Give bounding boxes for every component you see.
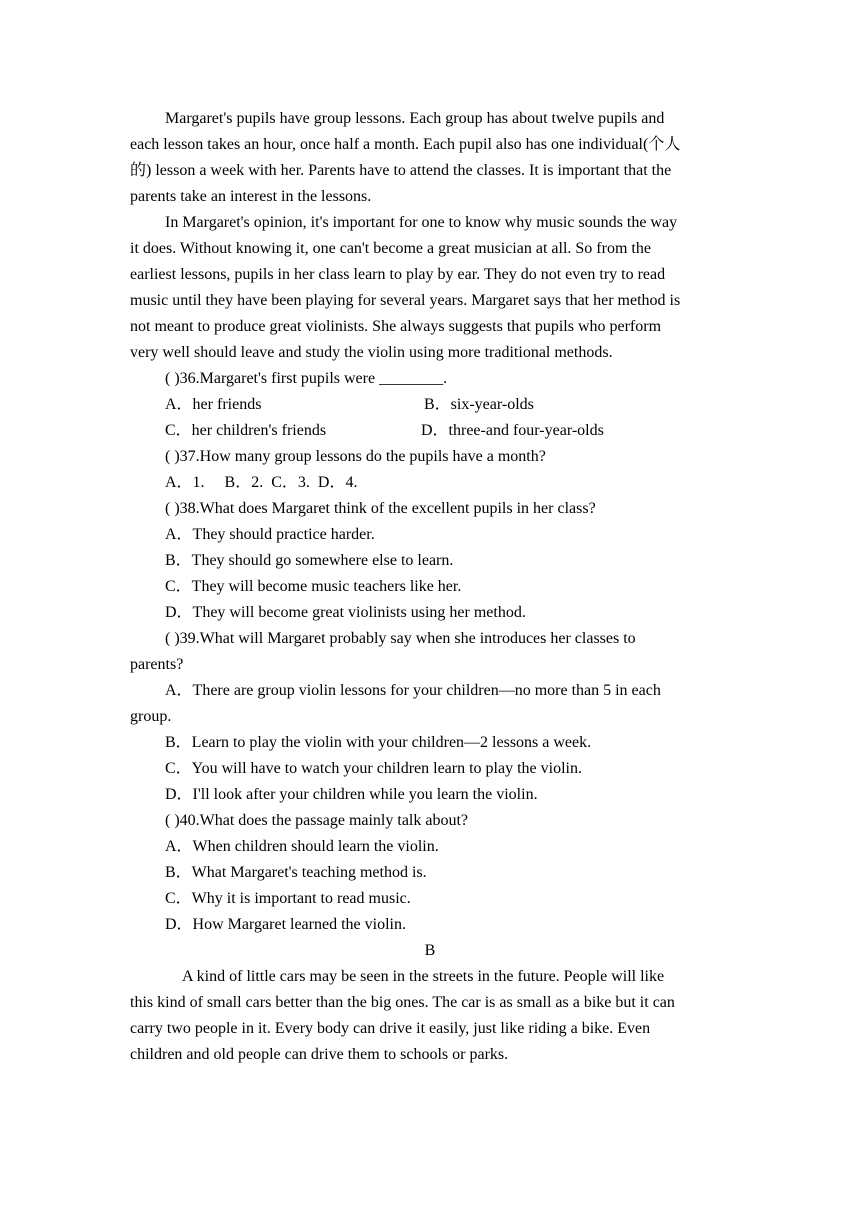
q40-option-d: D．How Margaret learned the violin. (165, 916, 406, 933)
passage-a-para1-line2: each lesson takes an hour, once half a month. Each pupil also has one individual(个人 (130, 136, 681, 153)
q38-option-d: D．They will become great violinists using her method. (165, 604, 526, 621)
passage-a-para2-line4: music until they have been playing for several years. Margaret says that her method is (130, 292, 681, 309)
q38-option-a: A．They should practice harder. (165, 526, 375, 543)
q39-stem-line1: ( )39.What will Margaret probably say when she introduces her classes to (165, 630, 636, 647)
q36-option-b: B．six-year-olds (424, 396, 534, 413)
q37-options: A．1. B．2. C．3. D．4. (165, 474, 358, 491)
section-b-para1-line4: children and old people can drive them to schools or parks. (130, 1046, 509, 1063)
q39-option-a-line2: group. (130, 708, 172, 725)
q38-stem: ( )38.What does Margaret think of the excellent pupils in her class? (165, 500, 596, 517)
section-b-heading: B (424, 942, 436, 959)
q40-option-a: A．When children should learn the violin. (165, 838, 439, 855)
q36-option-a: A．her friends (165, 396, 262, 413)
q37-stem: ( )37.How many group lessons do the pupils have a month? (165, 448, 546, 465)
passage-a-para1-line3: 的) lesson a week with her. Parents have to attend the classes. It is important that the (130, 162, 672, 179)
q36-option-c: C．her children's friends (165, 422, 327, 439)
q40-option-b: B．What Margaret's teaching method is. (165, 864, 427, 881)
q39-stem-line2: parents? (130, 656, 184, 673)
q38-option-b: B．They should go somewhere else to learn. (165, 552, 454, 569)
q38-option-c: C．They will become music teachers like her. (165, 578, 462, 595)
q39-option-c: C．You will have to watch your children learn to play the violin. (165, 760, 582, 777)
passage-a-para1-line1: Margaret's pupils have group lessons. Each group has about twelve pupils and (165, 110, 665, 127)
passage-a-para2-line3: earliest lessons, pupils in her class learn to play by ear. They do not even try to read (130, 266, 666, 283)
q39-option-a-line1: A．There are group violin lessons for your children—no more than 5 in each (165, 682, 661, 699)
q36-option-d: D．three-and four-year-olds (421, 422, 604, 439)
passage-a-para2-line1: In Margaret's opinion, it's important for one to know why music sounds the way (165, 214, 678, 231)
q40-stem: ( )40.What does the passage mainly talk about? (165, 812, 469, 829)
section-b-para1-line1: A kind of little cars may be seen in the streets in the future. People will like (182, 968, 665, 985)
section-b-para1-line3: carry two people in it. Every body can drive it easily, just like riding a bike. Even (130, 1020, 651, 1037)
q40-option-c: C．Why it is important to read music. (165, 890, 411, 907)
q39-option-b: B．Learn to play the violin with your children—2 lessons a week. (165, 734, 592, 751)
passage-a-para1-line4: parents take an interest in the lessons. (130, 188, 372, 205)
q39-option-d: D．I'll look after your children while you learn the violin. (165, 786, 538, 803)
passage-a-para2-line2: it does. Without knowing it, one can't become a great musician at all. So from the (130, 240, 651, 257)
passage-a-para2-line5: not meant to produce great violinists. She always suggests that pupils who perform (130, 318, 662, 335)
q36-stem: ( )36.Margaret's first pupils were ________. (165, 370, 448, 387)
section-b-para1-line2: this kind of small cars better than the big ones. The car is as small as a bike but it can (130, 994, 675, 1011)
passage-a-para2-line6: very well should leave and study the violin using more traditional methods. (130, 344, 613, 361)
